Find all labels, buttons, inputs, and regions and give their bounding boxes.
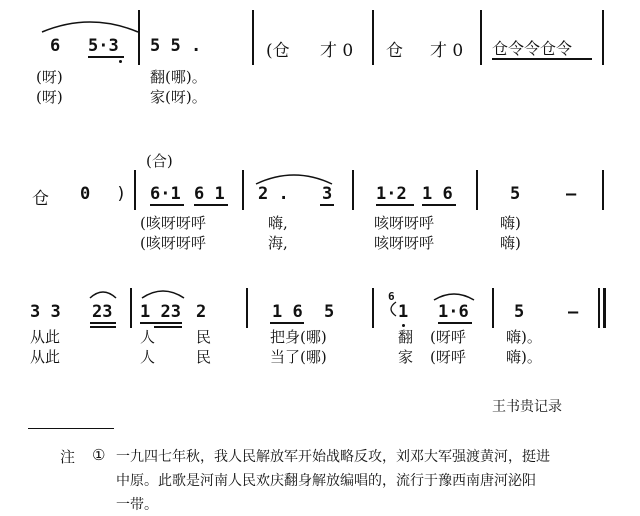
lyric: 嗨)。: [506, 328, 542, 346]
paren: ): [116, 184, 127, 204]
barline: [492, 288, 494, 328]
underline: [140, 322, 182, 324]
note: 5: [324, 302, 335, 322]
lyric: 家: [398, 348, 414, 366]
note: 5 5 .: [150, 36, 202, 56]
lyric: 把身(哪): [270, 328, 327, 346]
lyric: 翻: [398, 328, 414, 346]
note: 3 3: [30, 302, 61, 322]
footnote-line: 中原。此歌是河南人民欢庆翻身解放编唱的，流行于豫西南唐河泌阳: [116, 473, 536, 489]
lyric: (呀呼: [430, 328, 466, 346]
lyric: 翻(哪)。: [150, 68, 207, 86]
underline: [422, 204, 456, 206]
percussion: (仓: [266, 41, 290, 61]
lyric: (咳呀呀呼: [140, 214, 206, 232]
underline: [88, 56, 124, 58]
slur: [88, 288, 118, 300]
rest: 0: [80, 184, 91, 204]
grace-slur: [386, 300, 398, 318]
barline: [602, 170, 604, 210]
grace-note: 6: [388, 290, 395, 303]
slur: [140, 286, 186, 300]
barline: [130, 288, 132, 328]
footnote-label: 注: [60, 448, 76, 466]
barline: [134, 170, 136, 210]
percussion: 仓令令仓令: [492, 39, 573, 58]
note: 5: [514, 302, 525, 322]
note: 5: [510, 184, 521, 204]
lyric: 海,: [268, 234, 288, 252]
lyric: (呀): [36, 68, 63, 86]
note: 3: [322, 184, 333, 204]
slur: [432, 290, 476, 302]
barline: [138, 10, 140, 65]
octave-dot: [119, 60, 122, 63]
transcriber-credit: 王书贵记录: [492, 399, 562, 415]
barline: [372, 288, 374, 328]
note: 1: [398, 302, 409, 322]
lyric: 咳呀呀呼: [374, 214, 435, 232]
footnote-line: 一带。: [116, 497, 158, 513]
note: 6·1: [150, 184, 181, 204]
underline: [90, 322, 116, 324]
barline: [242, 170, 244, 210]
note: 1 6: [272, 302, 303, 322]
note: 1·6: [438, 302, 469, 322]
lyric: 从此: [30, 348, 61, 366]
footnote-line: 一九四七年秋，我人民解放军开始战略反攻，刘邓大军强渡黄河，挺进: [116, 449, 550, 465]
underline: [270, 322, 304, 324]
underline: [376, 204, 414, 206]
lyric: (呀): [36, 88, 63, 106]
footnote-rule: [28, 428, 114, 429]
lyric: 家(呀)。: [150, 88, 207, 106]
barline: [372, 10, 374, 65]
lyric: 嗨): [500, 234, 521, 252]
underline: [90, 326, 116, 328]
barline: [352, 170, 354, 210]
note: 23: [92, 302, 113, 322]
slur: [40, 14, 140, 34]
note: 2: [196, 302, 207, 322]
note: 6: [50, 36, 61, 56]
lyric: 人: [140, 328, 156, 346]
note: 1 6: [422, 184, 453, 204]
underline: [492, 58, 592, 60]
underline: [320, 204, 334, 206]
note: 6 1: [194, 184, 225, 204]
lyric: 嗨)。: [506, 348, 542, 366]
note: 1 23: [140, 302, 181, 322]
percussion: 才 0: [430, 41, 464, 61]
percussion: 仓: [32, 189, 49, 209]
note: 1·2: [376, 184, 407, 204]
underline: [194, 204, 228, 206]
percussion: 仓: [386, 41, 403, 61]
lyric: 咳呀呀呼: [374, 234, 435, 252]
final-barline-thin: [598, 288, 600, 328]
lyric: 人: [140, 348, 156, 366]
final-barline-thick: [603, 288, 606, 328]
dash: –: [566, 184, 577, 204]
lyric: (呀呼: [430, 348, 466, 366]
lyric: 民: [196, 348, 212, 366]
lyric: 嗨): [500, 214, 521, 232]
lyric: 嗨,: [268, 214, 288, 232]
underline: [150, 204, 184, 206]
note: 5·3: [88, 36, 119, 56]
lyric: 民: [196, 328, 212, 346]
footnote-marker: ①: [92, 446, 106, 464]
lyric: 当了(哪): [270, 348, 327, 366]
section-mark: (合): [146, 152, 173, 170]
lyric: 从此: [30, 328, 61, 346]
note: 2 .: [258, 184, 289, 204]
underline: [154, 326, 182, 328]
barline: [476, 170, 478, 210]
barline: [602, 10, 604, 65]
barline: [480, 10, 482, 65]
barline: [246, 288, 248, 328]
percussion: 才 0: [320, 41, 354, 61]
underline: [438, 322, 472, 324]
dash: –: [568, 302, 579, 322]
barline: [252, 10, 254, 65]
lyric: (咳呀呀呼: [140, 234, 206, 252]
